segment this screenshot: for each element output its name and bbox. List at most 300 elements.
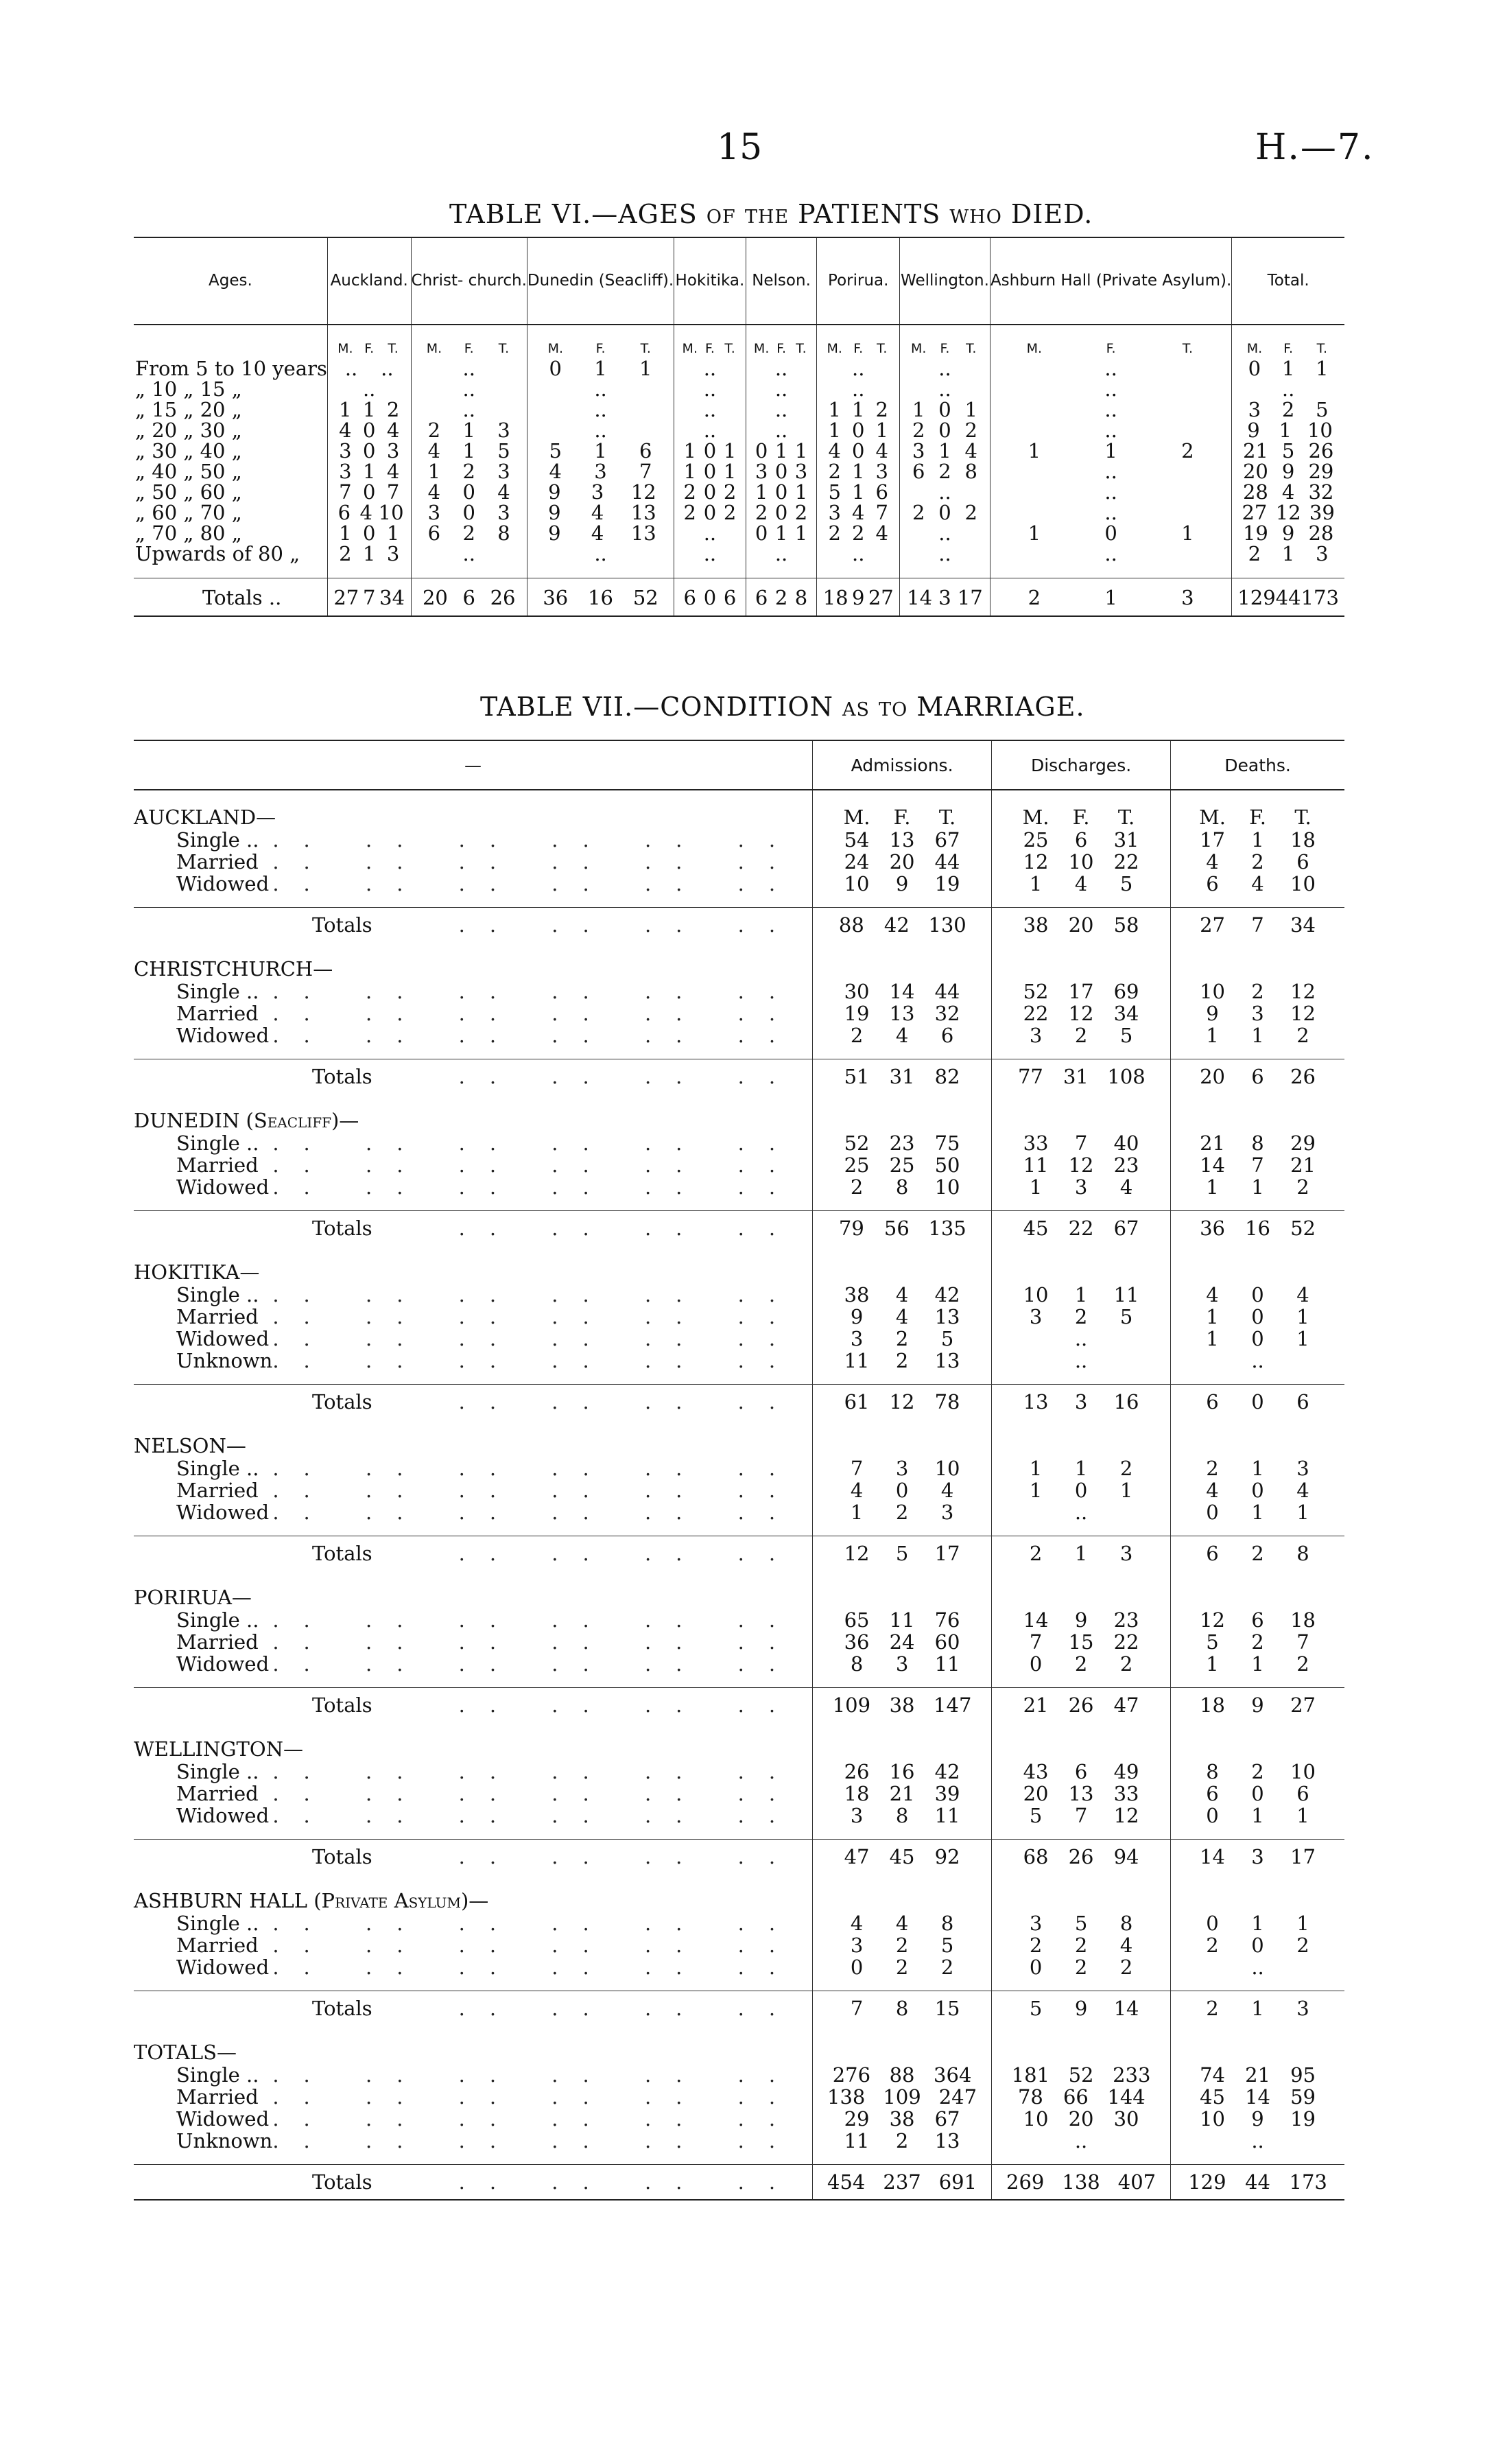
cell-value: 2	[895, 1956, 909, 1979]
cell-value: 3	[850, 1934, 864, 1957]
cell-value: 5	[1119, 1305, 1133, 1328]
cell-value: T.	[724, 341, 735, 356]
table7-header-row	[134, 740, 1344, 790]
cell-value: ..	[938, 521, 951, 545]
cell-value: 4	[940, 1479, 954, 1502]
cell-value: ..	[774, 542, 788, 565]
cell-value: 3	[912, 439, 925, 462]
cell-value: 9	[548, 480, 561, 504]
table7-row-label: Single ..	[176, 1283, 259, 1306]
table7-totals-row	[134, 1536, 1344, 1571]
table7-deaths-cell	[1171, 1609, 1344, 1631]
table6-cell	[1232, 379, 1344, 399]
cell-value: 6	[1074, 1760, 1088, 1783]
cell-value: F.	[595, 341, 606, 356]
cell-value: 27	[333, 586, 359, 609]
table7-totals-label: Totals	[312, 1997, 372, 2020]
table7-row-label-cell	[134, 1002, 813, 1024]
cell-value: ..	[938, 377, 951, 401]
cell-value: 2	[851, 521, 865, 545]
table7-deaths-total	[1171, 1536, 1344, 1571]
cell-value: 7	[1029, 1630, 1043, 1654]
cell-value: 3	[940, 1501, 954, 1524]
cell-value: 13	[934, 1305, 960, 1328]
table7-row-label: Widowed	[176, 1501, 270, 1524]
cell-value: 38	[889, 1693, 915, 1717]
cell-value: 4	[359, 501, 372, 524]
cell-value: M.	[827, 341, 842, 356]
cell-value: 4	[875, 439, 888, 462]
cell-value: T.	[388, 341, 399, 356]
table7-admissions-total	[813, 2165, 992, 2201]
cell-value: 0	[703, 480, 717, 504]
cell-value: F.	[1072, 806, 1090, 829]
cell-value: 7	[1251, 913, 1264, 937]
cell-value: 51	[844, 1065, 870, 1088]
cell-value: 3	[386, 542, 400, 565]
cell-value: 1	[1251, 1652, 1264, 1676]
cell-value: 0	[774, 460, 788, 483]
cell-value: 4	[1074, 872, 1088, 895]
table7-totals-label: Totals	[312, 1693, 372, 1717]
cell-value: M.	[1022, 806, 1049, 829]
table7-discharges-total	[992, 1840, 1171, 1875]
cell-value: 13	[1023, 1390, 1049, 1413]
cell-value: 1	[462, 439, 475, 462]
cell-value: 25	[889, 1153, 915, 1177]
cell-value: 11	[934, 1804, 960, 1827]
table7-deaths-cell	[1171, 1350, 1344, 1372]
cell-value: 0	[1206, 1501, 1219, 1524]
table6-total-cell	[990, 578, 1231, 617]
leader-dots: .. .. .. .. .. ..	[272, 850, 800, 873]
table6-cell	[674, 502, 746, 523]
cell-value: 11	[844, 1349, 870, 1372]
table6-age-label: From 5 to 10 years	[135, 357, 327, 380]
cell-value: 247	[938, 2085, 977, 2109]
cell-value: 4	[895, 1305, 909, 1328]
cell-value: 1	[1251, 1804, 1264, 1827]
table6-totals-row	[134, 578, 1344, 617]
table7-admissions-cell	[813, 1457, 992, 1479]
cell-value: 0	[1251, 1479, 1264, 1502]
cell-value: 2	[755, 501, 768, 524]
table7-discharges-total	[992, 1211, 1171, 1246]
cell-value: 0	[851, 419, 865, 442]
cell-value: 9	[851, 586, 865, 609]
cell-value: ..	[774, 398, 788, 421]
cell-value: ..	[703, 398, 717, 421]
cell-value: ..	[381, 357, 394, 380]
cell-value: 1	[1251, 1912, 1264, 1935]
cell-value: 21	[889, 1782, 915, 1805]
table7-admissions-cell	[813, 851, 992, 873]
cell-value: 6	[427, 521, 441, 545]
cell-value: 42	[934, 1760, 960, 1783]
cell-value: 5	[1316, 398, 1329, 421]
table7-section-name: TOTALS—	[134, 2041, 237, 2064]
table7-row-label: Widowed	[176, 1804, 270, 1827]
cell-value: T.	[966, 341, 977, 356]
leader-dots: .. .. .. ..	[458, 1217, 800, 1240]
cell-value: ..	[462, 357, 475, 380]
table6-cell	[817, 441, 900, 461]
leader-dots: .. .. .. ..	[458, 913, 800, 937]
table6-age-label: „ 60 „ 70 „	[135, 501, 242, 524]
cell-value: 5	[940, 1327, 954, 1350]
cell-value: 23	[889, 1131, 915, 1155]
cell-value: 78	[934, 1390, 960, 1413]
cell-value: T.	[640, 341, 651, 356]
cell-value: 14	[1023, 1608, 1049, 1632]
cell-value: 10	[1200, 2107, 1225, 2131]
cell-value: 4	[427, 480, 441, 504]
cell-value: 2	[462, 521, 475, 545]
table6-cell	[411, 399, 527, 420]
cell-value: 26	[1068, 1845, 1094, 1868]
table6-cell	[817, 502, 900, 523]
table6-cell	[900, 358, 990, 379]
table7-deaths-cell	[1171, 1761, 1344, 1783]
table6-cell	[1232, 358, 1344, 379]
cell-value: 8	[964, 460, 977, 483]
cell-value: 1	[462, 419, 475, 442]
table6-cell	[900, 482, 990, 502]
leader-dots: .. .. .. ..	[458, 1390, 800, 1413]
table6-cell	[527, 358, 674, 379]
table7-row	[134, 1024, 1344, 1046]
cell-value: 1	[851, 398, 865, 421]
table7-row	[134, 1653, 1344, 1675]
table6-cell	[1232, 399, 1344, 420]
table6-cell	[990, 482, 1231, 502]
table6-mft-cell	[327, 325, 411, 358]
cell-value: ..	[462, 398, 475, 421]
cell-value: 1	[1028, 439, 1041, 462]
cell-value: 2	[1251, 1630, 1264, 1654]
table6-cell	[900, 461, 990, 482]
cell-value: 6	[683, 586, 696, 609]
cell-value: M.	[843, 806, 870, 829]
table7-row-label: Married	[176, 2085, 259, 2109]
cell-value: 4	[1119, 1934, 1133, 1957]
table7-admissions-cell	[813, 2064, 992, 2086]
cell-value: ..	[1074, 2129, 1088, 2152]
table7-discharges-cell	[992, 1631, 1171, 1653]
cell-value: 14	[1200, 1153, 1225, 1177]
cell-value: 44	[1245, 2170, 1270, 2194]
table7-row-label-cell	[134, 1284, 813, 1306]
cell-value: 36	[844, 1630, 870, 1654]
table6-cell	[746, 523, 817, 543]
table6-age-label: „ 50 „ 60 „	[135, 480, 242, 504]
cell-value: ..	[1281, 377, 1295, 401]
cell-value: 47	[844, 1845, 870, 1868]
table7-row-label: Single ..	[176, 1131, 259, 1155]
table7-admissions-cell	[813, 1176, 992, 1198]
table6-cell	[411, 441, 527, 461]
cell-value: 1	[362, 398, 376, 421]
table7-section-header	[134, 790, 1344, 829]
cell-value: 54	[844, 828, 870, 852]
table7-row	[134, 1956, 1344, 1978]
cell-value: 2	[828, 460, 841, 483]
cell-value: 4	[828, 439, 841, 462]
cell-value: ..	[462, 542, 475, 565]
cell-value: 12	[1290, 980, 1316, 1003]
cell-value: T.	[498, 341, 510, 356]
cell-value: 9	[1247, 419, 1260, 442]
leader-dots: .. .. .. ..	[458, 1065, 800, 1088]
cell-value: 1	[683, 460, 696, 483]
cell-value: 181	[1011, 2063, 1050, 2087]
table6-cell	[527, 379, 674, 399]
table7-admissions-total	[813, 908, 992, 943]
table7-deaths-cell	[1171, 2130, 1344, 2152]
table7-row	[134, 1761, 1344, 1783]
cell-value: F.	[1249, 806, 1266, 829]
cell-value: 9	[1074, 1608, 1088, 1632]
table7-row-label-cell	[134, 829, 813, 851]
cell-value: ..	[1104, 398, 1117, 421]
cell-value: 17	[1290, 1845, 1316, 1868]
table6-cell	[674, 420, 746, 441]
cell-value: ..	[1104, 501, 1117, 524]
cell-value: 74	[1200, 2063, 1225, 2087]
table6-cell	[990, 523, 1231, 543]
cell-value: 10	[934, 1175, 960, 1199]
table7-deaths-cell	[1171, 1631, 1344, 1653]
table6-cell	[327, 523, 411, 543]
cell-value: 1	[964, 398, 977, 421]
cell-value: 16	[889, 1760, 915, 1783]
table7-discharges-total	[992, 1688, 1171, 1723]
cell-value: 67	[934, 828, 960, 852]
cell-value: 1	[1028, 521, 1041, 545]
cell-value: 1	[427, 460, 441, 483]
cell-value: 13	[934, 2129, 960, 2152]
cell-value: ..	[1074, 1501, 1088, 1524]
cell-value: 20	[422, 586, 448, 609]
table7-row	[134, 1501, 1344, 1523]
cell-value: 1	[594, 439, 607, 462]
cell-value: 1	[1281, 542, 1295, 565]
cell-value: F.	[464, 341, 474, 356]
cell-value: 36	[543, 586, 569, 609]
cell-value: 9	[1251, 1693, 1264, 1717]
cell-value: 0	[462, 480, 475, 504]
table7-deaths-total	[1171, 908, 1344, 943]
table7-row	[134, 1457, 1344, 1479]
cell-value: F.	[1283, 341, 1294, 356]
cell-value: 2	[1206, 1457, 1219, 1480]
table7-totals-label-cell	[134, 1536, 813, 1571]
cell-value: 12	[630, 480, 656, 504]
cell-value: 3	[591, 480, 604, 504]
table7-row-label-cell	[134, 1609, 813, 1631]
cell-value: ..	[703, 377, 717, 401]
table6-cell	[674, 441, 746, 461]
cell-value: ..	[852, 542, 865, 565]
leader-dots: .. .. .. ..	[458, 1845, 800, 1868]
cell-value: 2	[1119, 1457, 1133, 1480]
table7-totals-row	[134, 1385, 1344, 1420]
cell-value: 2	[850, 1024, 864, 1047]
cell-value: ..	[703, 357, 717, 380]
cell-value: 59	[1290, 2085, 1316, 2109]
cell-value: M.	[337, 341, 353, 356]
cell-value: 0	[549, 357, 562, 380]
cell-value: 11	[1023, 1153, 1049, 1177]
cell-value: 20	[1068, 913, 1094, 937]
table6-mft-cell	[1232, 325, 1344, 358]
table7-discharges-cell	[992, 1154, 1171, 1176]
cell-value: T.	[877, 341, 888, 356]
cell-value: 21	[1023, 1693, 1049, 1717]
cell-value: 1	[1029, 872, 1043, 895]
cell-value: 10	[1290, 1760, 1316, 1783]
table7-deaths-total	[1171, 1991, 1344, 2026]
cell-value: 65	[844, 1608, 870, 1632]
cell-value: 22	[1068, 1217, 1094, 1240]
cell-value: 4	[1206, 850, 1219, 873]
cell-value: 2	[1181, 439, 1194, 462]
table6-cell	[746, 420, 817, 441]
table7-discharges-cell	[992, 1457, 1171, 1479]
table6-mft-row	[134, 325, 1344, 358]
cell-value: 2	[1206, 1997, 1219, 2020]
table7-row	[134, 829, 1344, 851]
cell-value: 42	[934, 1283, 960, 1306]
table7-admissions-cell	[813, 829, 992, 851]
cell-value: 4	[1206, 1479, 1219, 1502]
leader-dots: .. .. .. .. .. ..	[272, 1349, 800, 1372]
table7-discharges-cell	[992, 1479, 1171, 1501]
table7-discharges-cell	[992, 829, 1171, 851]
table6-cell	[1232, 420, 1344, 441]
cell-value: 6	[1251, 1065, 1264, 1088]
cell-value: F.	[940, 341, 950, 356]
cell-value: 2	[1248, 542, 1261, 565]
page-number: 15	[717, 127, 763, 168]
cell-value: 28	[1308, 521, 1334, 545]
table6-cell	[327, 502, 411, 523]
table6-caption: TABLE VI.—AGES of the PATIENTS who DIED.	[449, 199, 1093, 229]
table7-deaths-cell	[1171, 873, 1344, 895]
table6-header-col: Wellington.	[900, 237, 990, 325]
cell-value: 4	[591, 521, 604, 545]
table7-section-header	[134, 2026, 1344, 2064]
cell-value: 27	[1290, 1693, 1316, 1717]
cell-value: 50	[934, 1153, 960, 1177]
table6-cell	[327, 461, 411, 482]
cell-value: 4	[1296, 1283, 1309, 1306]
cell-value: 3	[1074, 1390, 1088, 1413]
cell-value: 1	[1296, 1305, 1309, 1328]
cell-value: 1	[1206, 1305, 1219, 1328]
table7-row-label-cell	[134, 1956, 813, 1978]
cell-value: 52	[844, 1131, 870, 1155]
table6-cell	[817, 420, 900, 441]
table7-section-name: ASHBURN HALL (Private Asylum)—	[134, 1889, 489, 1912]
cell-value: 135	[928, 1217, 966, 1240]
table7-totals-label-cell	[134, 1688, 813, 1723]
cell-value: 1	[1029, 1479, 1043, 1502]
table7-deaths-cell	[1171, 829, 1344, 851]
table7-totals-label: Totals	[312, 913, 372, 937]
table6-cell	[900, 441, 990, 461]
cell-value: 77	[1017, 1065, 1043, 1088]
cell-value: 12	[1068, 1153, 1094, 1177]
cell-value: 13	[630, 501, 656, 524]
cell-value: M.	[1199, 806, 1226, 829]
table7-discharges-cell	[992, 1761, 1171, 1783]
cell-value: 6	[1206, 1390, 1219, 1413]
cell-value: 1	[386, 521, 400, 545]
cell-value: 18	[1290, 1608, 1316, 1632]
cell-value: ..	[774, 357, 788, 380]
table7-admissions-cell	[813, 1783, 992, 1805]
cell-value: 27	[868, 586, 894, 609]
cell-value: 1	[1206, 1024, 1219, 1047]
cell-value: 12	[1113, 1804, 1139, 1827]
cell-value: 1	[1281, 357, 1295, 380]
table7-discharges-cell	[992, 2086, 1171, 2108]
cell-value: 2	[1296, 1652, 1309, 1676]
table7-mft-cell	[992, 790, 1171, 829]
table6-cell	[411, 502, 527, 523]
cell-value: 1	[1181, 521, 1194, 545]
cell-value: 1	[1251, 1457, 1264, 1480]
cell-value: ..	[1104, 460, 1117, 483]
table7-totals-label-cell	[134, 1991, 813, 2026]
cell-value: T.	[1117, 806, 1135, 829]
cell-value: T.	[796, 341, 807, 356]
table6-row	[134, 482, 1344, 502]
cell-value: 52	[1290, 1217, 1316, 1240]
table6-mft-cell	[900, 325, 990, 358]
cell-value: 10	[1023, 1283, 1049, 1306]
cell-value: 39	[1309, 501, 1335, 524]
cell-value: 1	[723, 439, 737, 462]
cell-value: 22	[1113, 850, 1139, 873]
cell-value: 9	[1281, 521, 1295, 545]
cell-value: 364	[934, 2063, 972, 2087]
table7-discharges-cell	[992, 1609, 1171, 1631]
leader-dots: .. .. .. .. .. ..	[272, 1782, 800, 1805]
cell-value: 1	[774, 439, 788, 462]
cell-value: 1	[1316, 357, 1329, 380]
cell-value: 2	[462, 460, 475, 483]
cell-value: 2	[1029, 1542, 1043, 1565]
table6-mft-cell	[817, 325, 900, 358]
table7-row-label: Unknown	[176, 2129, 273, 2152]
table7-row	[134, 981, 1344, 1002]
cell-value: 7	[1251, 1153, 1264, 1177]
table6-total-cell	[746, 578, 817, 617]
cell-value: 0	[755, 439, 768, 462]
cell-value: 17	[1068, 980, 1094, 1003]
table7-row-label-cell	[134, 1176, 813, 1198]
cell-value: ..	[703, 542, 717, 565]
cell-value: 8	[497, 521, 510, 545]
cell-value: 0	[1251, 1305, 1264, 1328]
cell-value: 44	[934, 850, 960, 873]
table7-discharges-cell	[992, 2108, 1171, 2130]
cell-value: 1	[794, 439, 808, 462]
table7-section-header	[134, 1094, 1344, 1132]
cell-value: 2	[1029, 1934, 1043, 1957]
